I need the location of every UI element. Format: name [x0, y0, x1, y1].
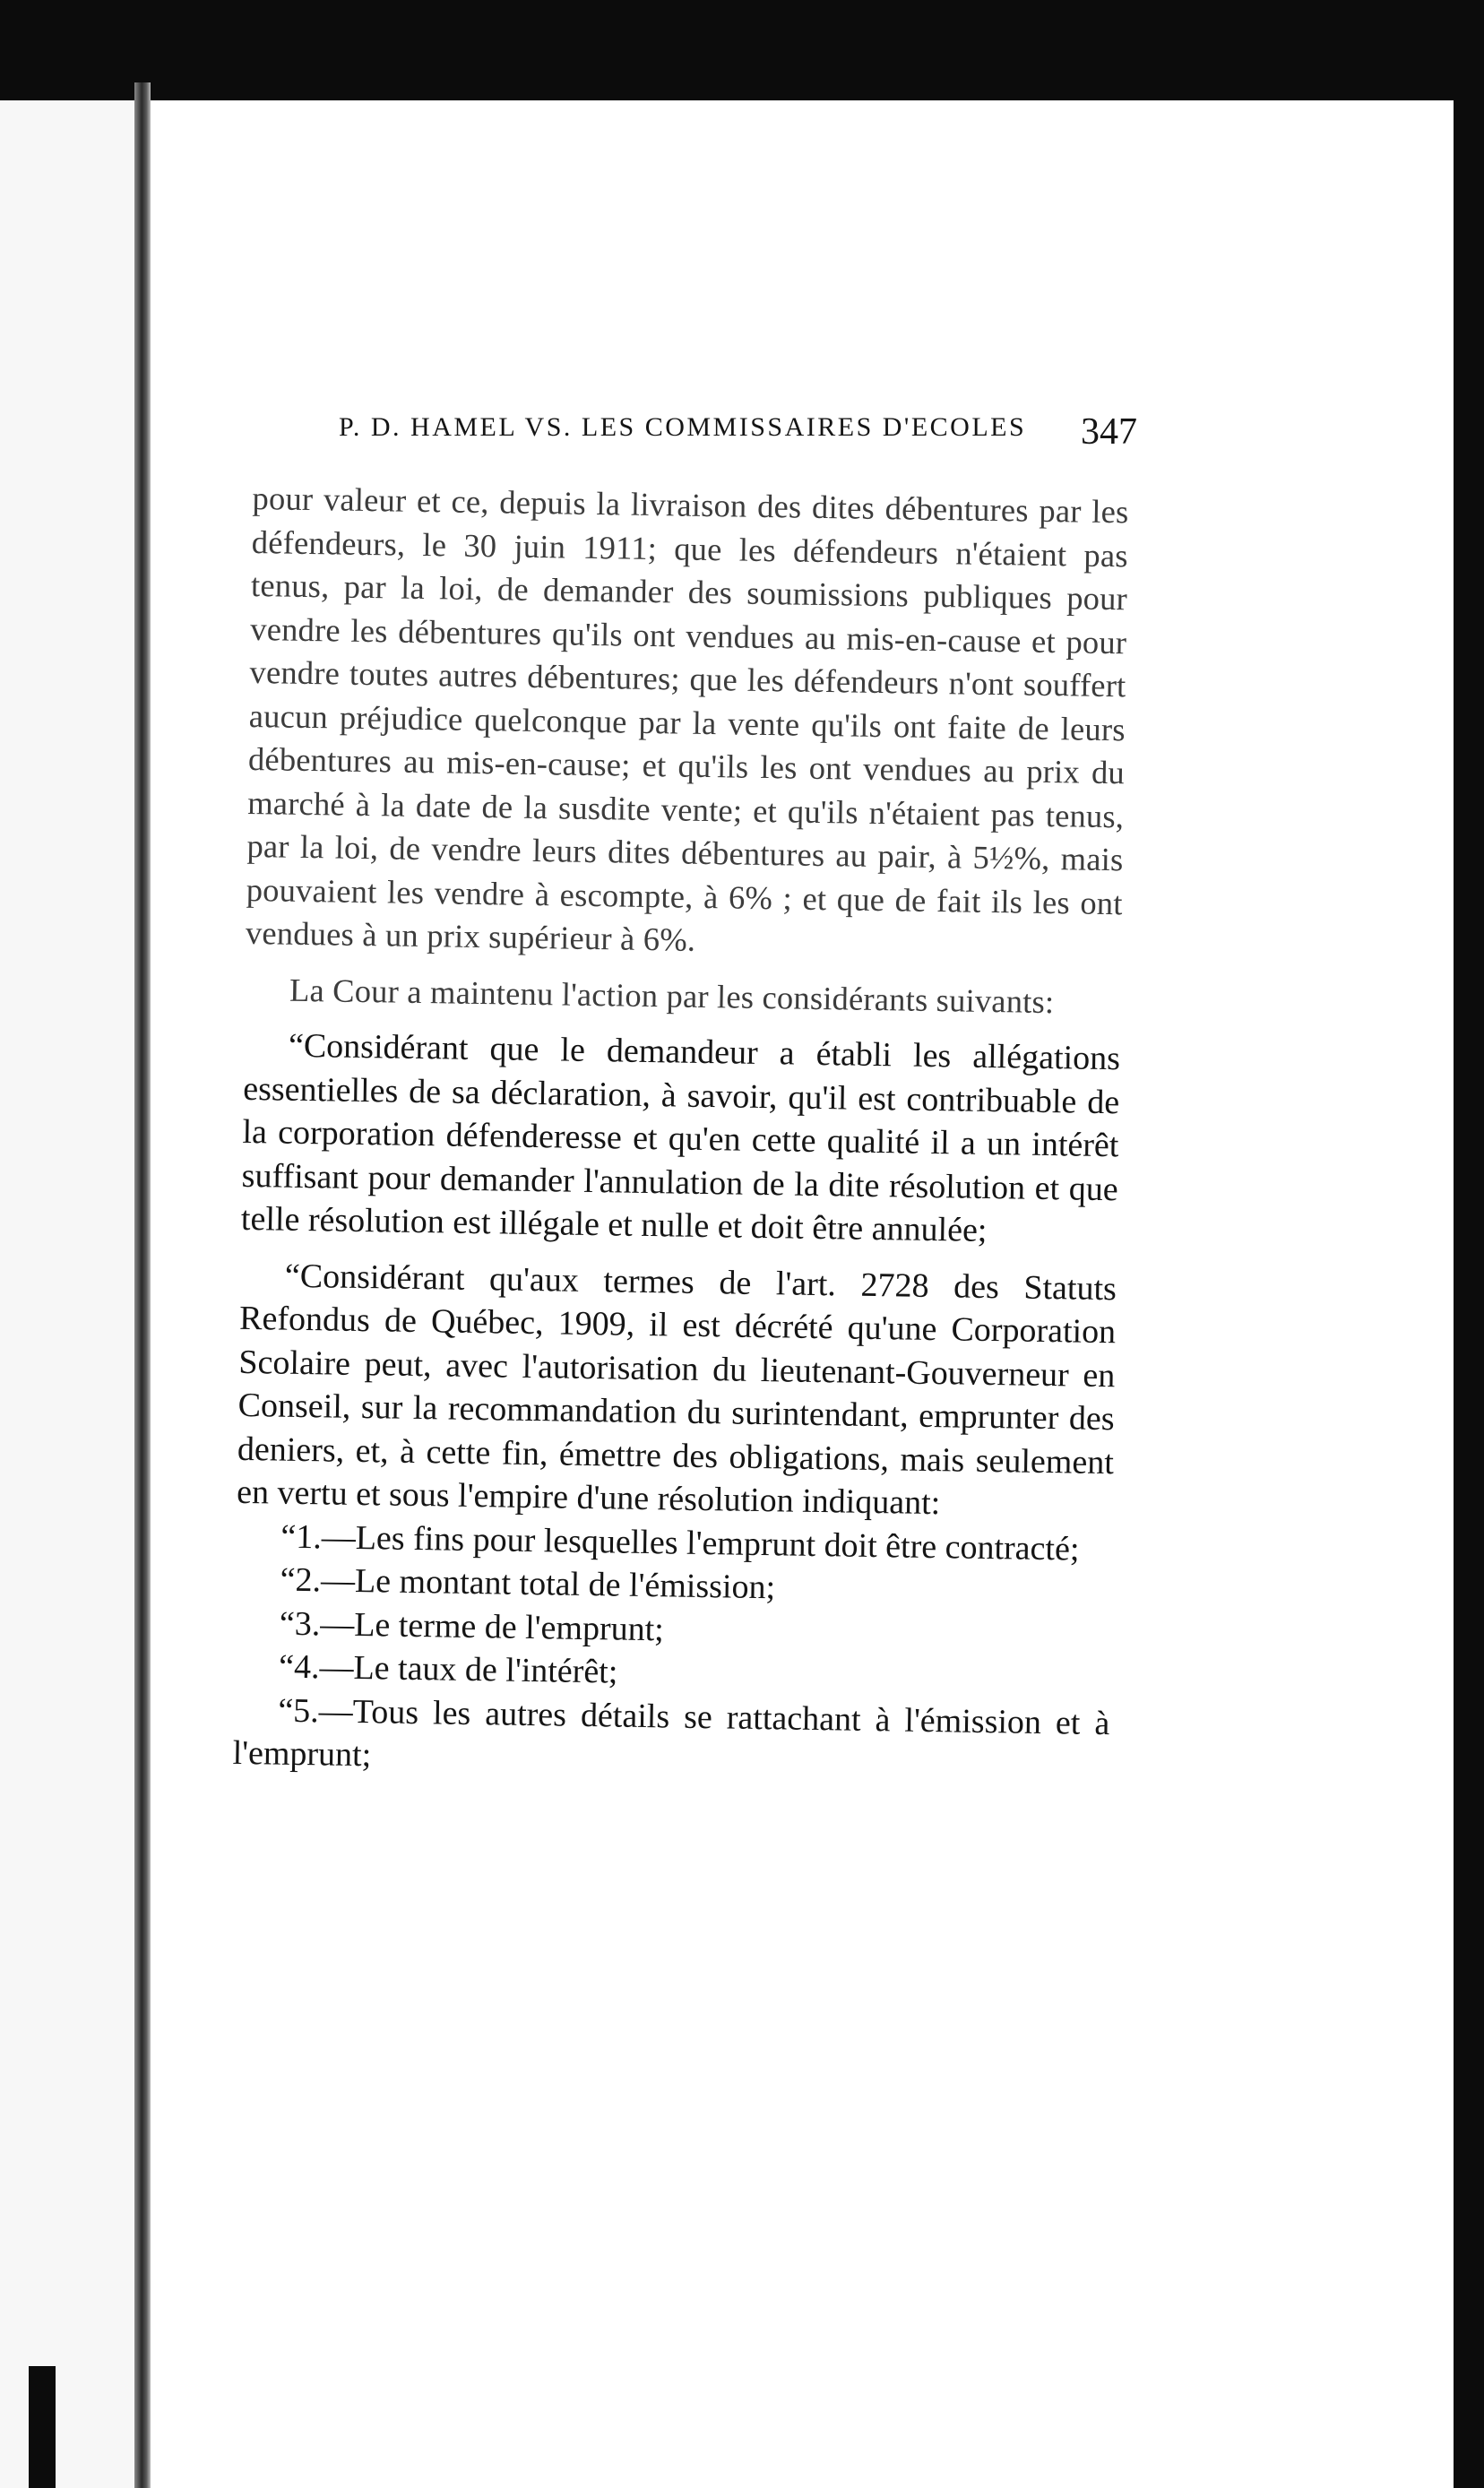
facing-page-edge	[0, 100, 134, 2488]
list-item-4: “4.—Le taux de l'intérêt;	[278, 1647, 618, 1691]
paragraph-considerant-2: “Considérant qu'aux termes de l'art. 2728 des Statuts Refondus de Québec, 1909, il est décrété qu'une Corporation Scolaire peut, avec l'autorisation du lieutenant-Gouverneur en Conseil, sur la recommandation du surintendant, emprunter des deniers, et, à cette fin, émettre des obligations, mais seulement en vertu et sous l'empire d'une résolution indiquant:	[236, 1257, 1117, 1523]
page-number: 347	[1081, 411, 1137, 453]
page-body	[232, 477, 1129, 1789]
list-item-5: “5.—Tous les autres détails se rattachant à l'émission et à l'emprunt;	[232, 1691, 1110, 1775]
list-item-1: “1.—Les fins pour lesquelles l'emprunt doit être contracté;	[280, 1517, 1080, 1568]
list-item-2: “2.—Le montant total de l'émission;	[280, 1560, 776, 1607]
book-gutter	[134, 82, 151, 2488]
paragraph-court-ruling: La Cour a maintenu l'action par les considérants suivants:	[289, 971, 1055, 1020]
running-head: P. D. HAMEL VS. LES COMMISSAIRES D'ECOLES	[339, 412, 1027, 442]
scan-border-top	[0, 0, 1484, 100]
paragraph-considerant-1: “Considérant que le demandeur a établi les allégations essentielles de sa déclaration, à savoir, qu'il est contribuable de la corporation défenderesse et qu'en cette qualité il a un intérêt suffisant pour demander l'annulation de la dite résolution et que telle résolution est illégale et nulle et doit être annulée;	[240, 1026, 1121, 1249]
paragraph-continuation: pour valeur et ce, depuis la livraison des dites débentures par les défendeurs, le 30 juin 1911; que les défendeurs n'étaient pas tenus, par la loi, de demander des soumissions publiques pour vendre les débentures qu'ils ont vendues au mis-en-cause et pour vendre toutes autres débentures; que les défendeurs n'ont souffert aucun préjudice quelconque par la vente qu'ils ont faite de leurs débentures au mis-en-cause; et qu'ils les ont vendues au prix du marché à la date de la susdite vente; et qu'ils n'étaient pas tenus, par la loi, de vendre leurs dites débentures au pair, à 5½%, mais pouvaient les vendre à escompte, à 6% ; et que de fait ils les ont vendues à un prix supérieur à 6%.	[245, 479, 1129, 958]
list-item-3: “3.—Le terme de l'emprunt;	[279, 1604, 665, 1648]
scan-border-right	[1454, 0, 1484, 2488]
scan-mark	[29, 2366, 56, 2488]
